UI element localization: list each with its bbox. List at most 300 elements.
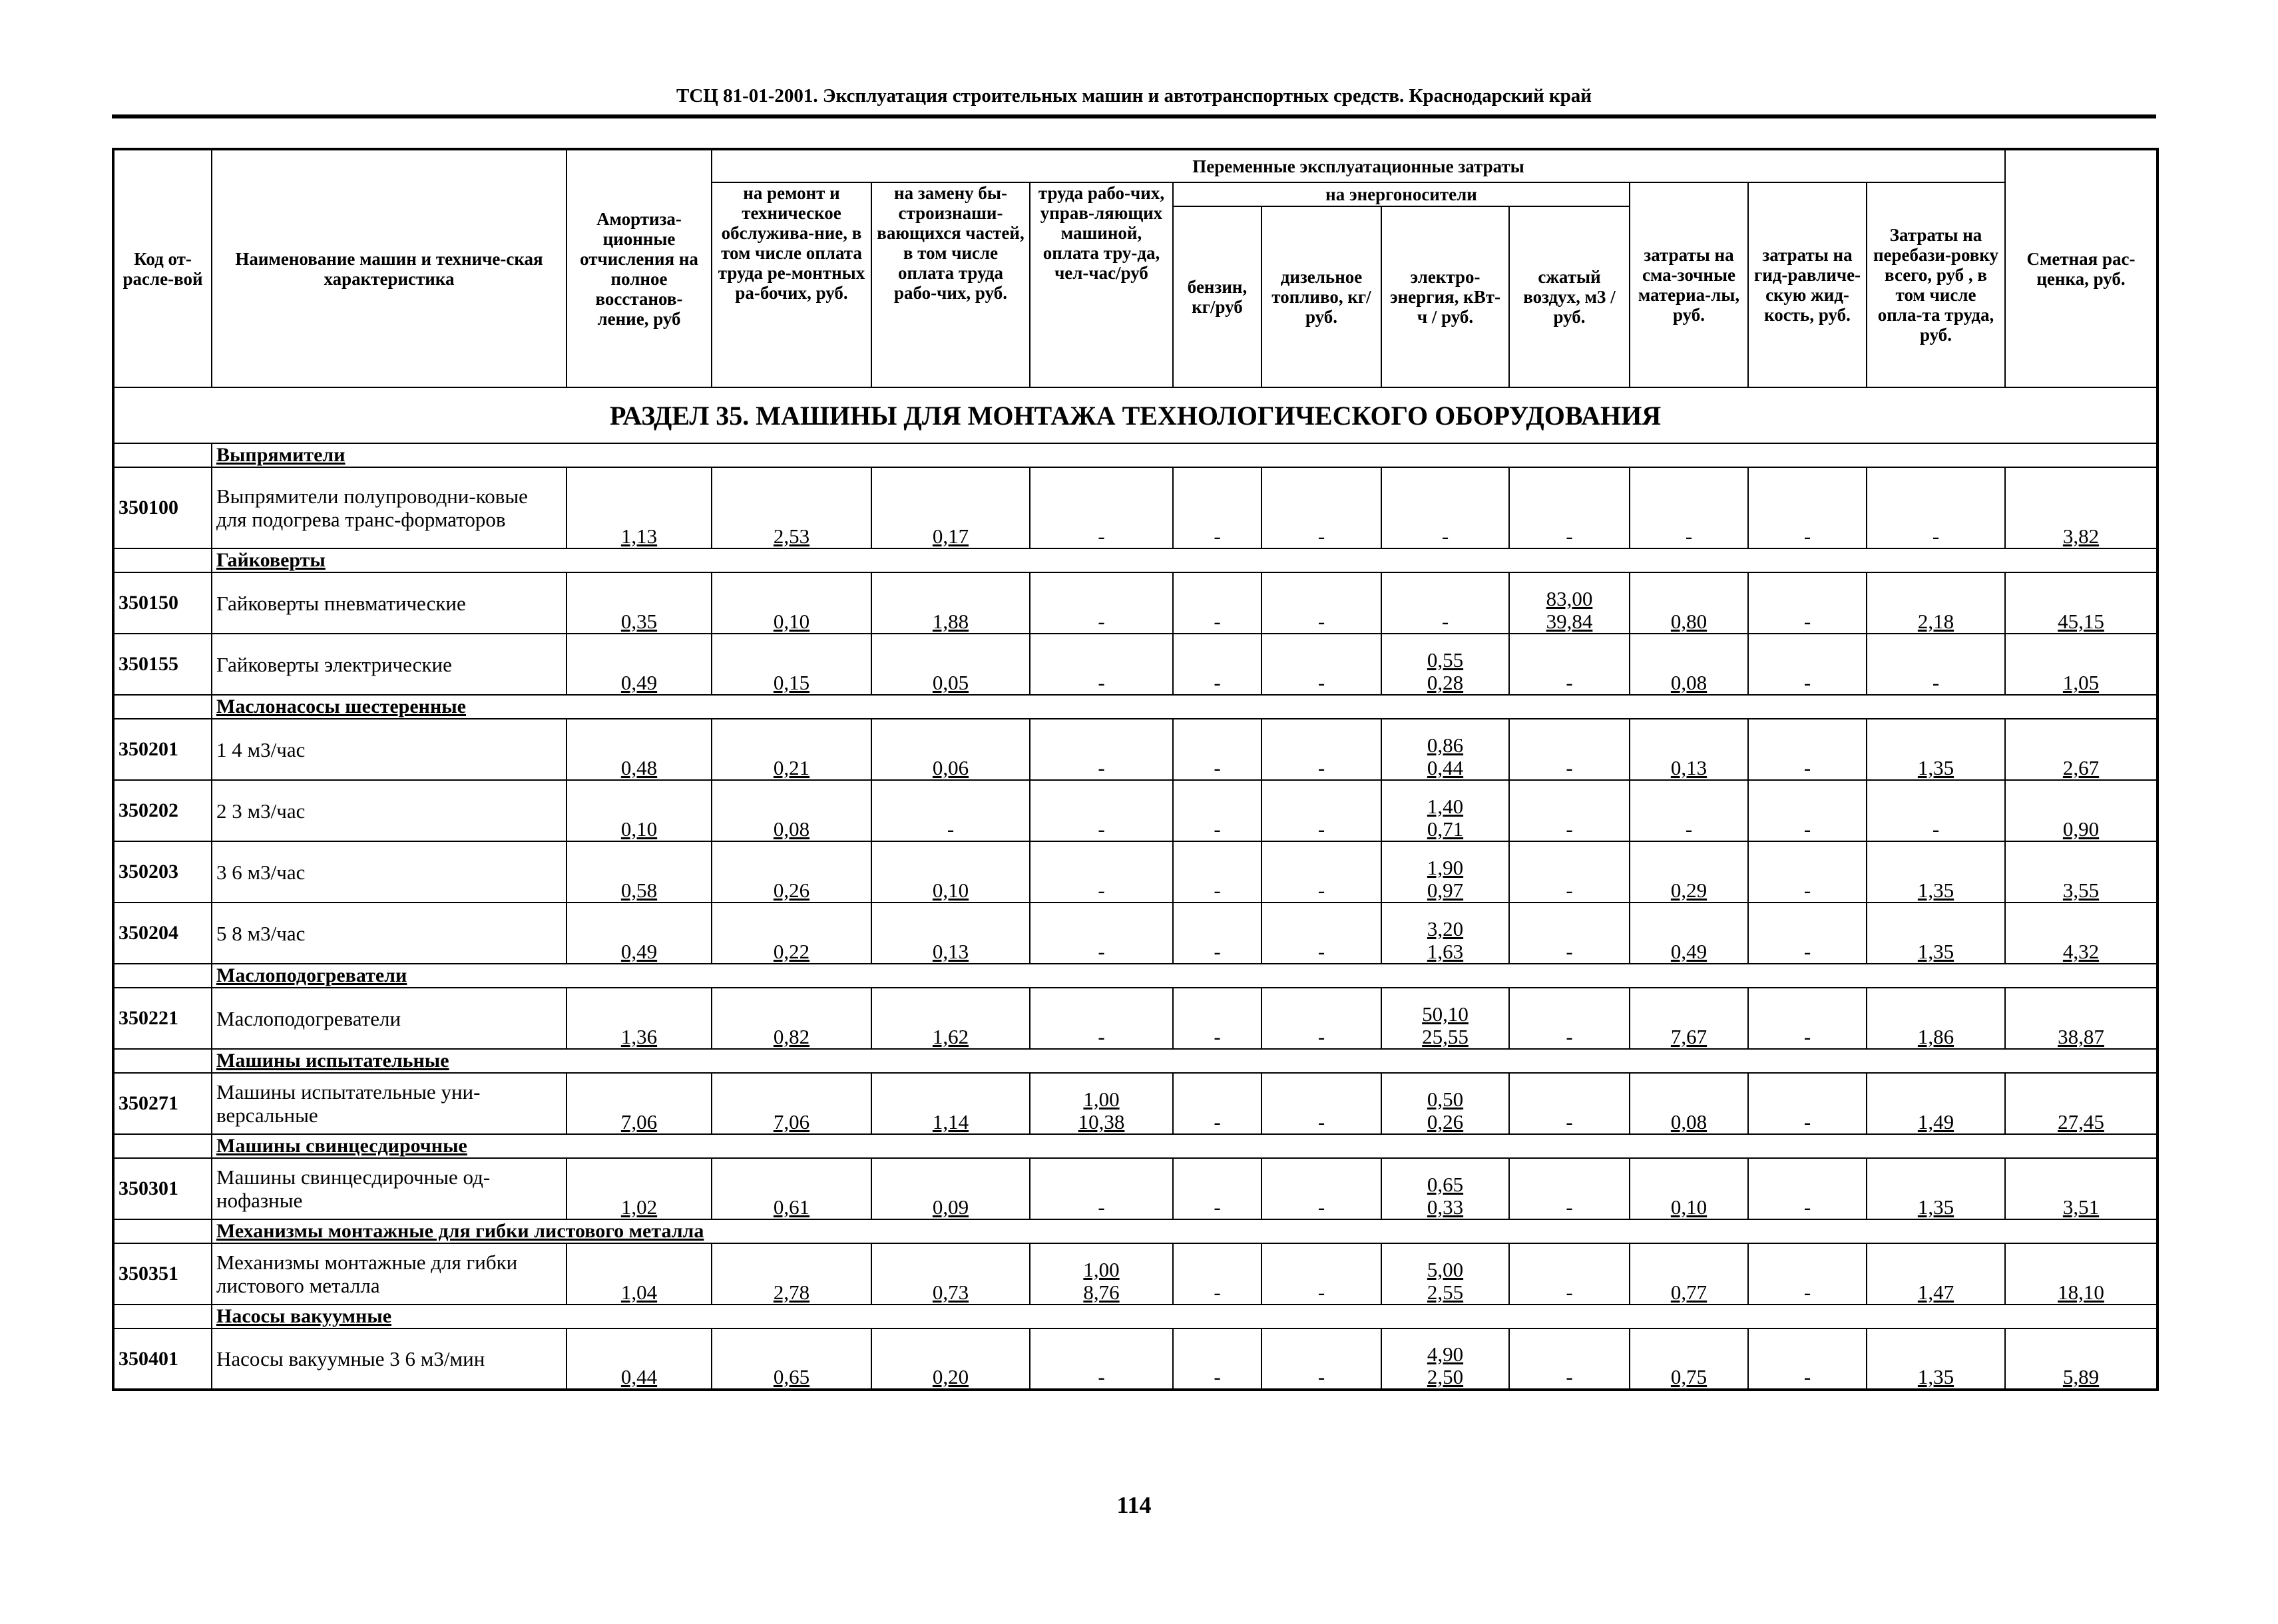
cell-labor: [1030, 719, 1173, 780]
table-row: [113, 634, 2158, 695]
cell-replace: 1,14: [871, 1073, 1030, 1134]
cell-labor-top: 1,00: [1083, 1258, 1120, 1281]
cell-labor-fraction: [1098, 1196, 1104, 1219]
machine-code: 350202: [113, 780, 212, 841]
cell-hydraulic: -: [1748, 572, 1867, 634]
cell-repair: 0,65: [712, 1328, 871, 1390]
cell-labor-fraction: [1098, 757, 1104, 779]
cell-electricity: [1381, 903, 1509, 964]
cell-estimate: 3,51: [2005, 1158, 2158, 1219]
cell-electricity-fraction: [1427, 795, 1463, 841]
group-code-cell: [113, 548, 212, 572]
header-variable-costs: Переменные эксплуатационные затраты: [712, 149, 2005, 182]
machine-code: 350301: [113, 1158, 212, 1219]
cell-repair: 0,82: [712, 988, 871, 1049]
header-code: Код от-расле-вой: [113, 149, 212, 387]
header-lubricants: затраты на сма-зочные материа-лы, руб.: [1630, 182, 1748, 387]
cell-electricity-top: 5,00: [1427, 1258, 1464, 1281]
cell-compressed-air: [1509, 719, 1630, 780]
cell-diesel: -: [1261, 467, 1381, 548]
cell-relocation: 1,47: [1867, 1243, 2005, 1305]
cell-amort: 1,02: [567, 1158, 712, 1219]
cell-petrol: -: [1173, 1158, 1261, 1219]
cell-estimate: 5,89: [2005, 1328, 2158, 1390]
table-row: [113, 1073, 2158, 1134]
cell-labor-bottom: -: [1098, 1365, 1105, 1388]
cell-repair: 0,10: [712, 572, 871, 634]
cell-amort: 7,06: [567, 1073, 712, 1134]
cell-electricity-bottom: 0,97: [1427, 879, 1464, 902]
cell-compressed-air: [1509, 841, 1630, 903]
cell-diesel: -: [1261, 719, 1381, 780]
cell-compressed-air-bottom: -: [1566, 1281, 1573, 1304]
cell-labor-fraction: [1098, 940, 1104, 963]
cell-petrol: -: [1173, 780, 1261, 841]
cell-electricity-fraction: [1442, 525, 1449, 548]
group-row: [113, 1219, 2158, 1243]
cell-labor-fraction: [1098, 1366, 1104, 1388]
cell-electricity-top: 4,90: [1427, 1342, 1464, 1366]
cell-hydraulic: -: [1748, 1073, 1867, 1134]
cell-compressed-air-fraction: [1566, 1366, 1572, 1388]
cell-diesel: -: [1261, 780, 1381, 841]
table-row: [113, 841, 2158, 903]
machine-name: Механизмы монтажные для гибки листового металла: [212, 1243, 567, 1305]
group-row: [113, 695, 2158, 719]
group-title: Машины испытательные: [212, 1049, 2158, 1073]
cell-relocation: 1,86: [1867, 988, 2005, 1049]
cell-electricity: [1381, 1328, 1509, 1390]
group-title: Машины свинцесдирочные: [212, 1134, 2158, 1158]
cell-labor: [1030, 634, 1173, 695]
cell-compressed-air-bottom: -: [1566, 817, 1573, 841]
machine-code: 350401: [113, 1328, 212, 1390]
cell-repair: 0,21: [712, 719, 871, 780]
cell-labor-top: 1,00: [1083, 1088, 1120, 1111]
group-code-cell: [113, 1219, 212, 1243]
cell-electricity-fraction: [1427, 857, 1463, 902]
cell-amort: 1,36: [567, 988, 712, 1049]
cell-relocation: -: [1867, 780, 2005, 841]
cell-amort: 1,13: [567, 467, 712, 548]
cell-hydraulic: -: [1748, 719, 1867, 780]
cell-hydraulic: -: [1748, 1328, 1867, 1390]
header-replacement: на замену бы-строизнаши-вающихся частей, в том числе оплата труда рабо-чих, руб.: [871, 182, 1030, 387]
group-code-cell: [113, 964, 212, 988]
machine-name: Машины свинцесдирочные од-нофазные: [212, 1158, 567, 1219]
table-row: [113, 903, 2158, 964]
cell-petrol: -: [1173, 719, 1261, 780]
machine-name: Насосы вакуумные 3 6 м3/мин: [212, 1328, 567, 1390]
cell-estimate: 45,15: [2005, 572, 2158, 634]
cell-labor-bottom: -: [1098, 1025, 1105, 1048]
section-title: РАЗДЕЛ 35. МАШИНЫ ДЛЯ МОНТАЖА ТЕХНОЛОГИЧЕСКОГО ОБОРУДОВАНИЯ: [113, 387, 2158, 443]
cell-amort: 0,49: [567, 903, 712, 964]
cell-lubricants: 0,75: [1630, 1328, 1748, 1390]
group-title: Маслоподогреватели: [212, 964, 2158, 988]
header-rule: [112, 114, 2156, 118]
machine-name: 1 4 м3/час: [212, 719, 567, 780]
cell-electricity-fraction: [1427, 734, 1463, 779]
group-row: [113, 548, 2158, 572]
cell-compressed-air-top: 83,00: [1546, 587, 1593, 610]
cell-amort: 0,10: [567, 780, 712, 841]
cell-amort: 0,35: [567, 572, 712, 634]
group-title: Насосы вакуумные: [212, 1305, 2158, 1328]
cell-hydraulic: -: [1748, 1243, 1867, 1305]
machine-name: Гайковерты электрические: [212, 634, 567, 695]
group-code-cell: [113, 695, 212, 719]
machine-code: 350351: [113, 1243, 212, 1305]
cell-electricity-top: 3,20: [1427, 917, 1464, 940]
cell-compressed-air-fraction: [1566, 1111, 1572, 1133]
header-diesel: дизельное топливо, кг/руб.: [1261, 206, 1381, 387]
group-code-cell: [113, 1049, 212, 1073]
cell-compressed-air-fraction: [1566, 818, 1572, 841]
cell-compressed-air-fraction: [1566, 757, 1572, 779]
cell-hydraulic: -: [1748, 780, 1867, 841]
cell-amort: 1,04: [567, 1243, 712, 1305]
cell-repair: 0,08: [712, 780, 871, 841]
cell-labor-bottom: -: [1098, 756, 1105, 779]
cell-replace: 0,05: [871, 634, 1030, 695]
cell-replace: 0,10: [871, 841, 1030, 903]
cell-compressed-air-bottom: -: [1566, 940, 1573, 963]
cell-compressed-air: [1509, 572, 1630, 634]
cell-compressed-air: [1509, 1243, 1630, 1305]
machine-name: 2 3 м3/час: [212, 780, 567, 841]
cell-relocation: 1,35: [1867, 1328, 2005, 1390]
cell-lubricants: 0,08: [1630, 634, 1748, 695]
cell-petrol: -: [1173, 1243, 1261, 1305]
machine-code: 350150: [113, 572, 212, 634]
table-row: [113, 1158, 2158, 1219]
machine-name: Выпрямители полупроводни-ковые для подогрева транс-форматоров: [212, 467, 567, 548]
group-title: Маслонасосы шестеренные: [212, 695, 2158, 719]
cell-electricity: [1381, 1243, 1509, 1305]
cell-labor-fraction: [1098, 525, 1104, 548]
table-row: [113, 988, 2158, 1049]
cell-diesel: -: [1261, 1328, 1381, 1390]
cell-amort: 0,58: [567, 841, 712, 903]
cell-relocation: -: [1867, 634, 2005, 695]
cell-estimate: 1,05: [2005, 634, 2158, 695]
cell-electricity-top: 1,40: [1427, 795, 1464, 818]
cell-electricity-top: 0,55: [1427, 648, 1464, 672]
cell-labor-fraction: [1098, 610, 1104, 633]
group-title: Механизмы монтажные для гибки листового металла: [212, 1219, 2158, 1243]
machine-code: 350271: [113, 1073, 212, 1134]
cell-electricity-fraction: [1427, 649, 1463, 694]
header-hydraulic: затраты на гид-равличе-скую жид-кость, руб.: [1748, 182, 1867, 387]
running-header: ТСЦ 81-01-2001. Эксплуатация строительных машин и автотранспортных средств. Краснодарский край: [676, 85, 1592, 106]
group-code-cell: [113, 1305, 212, 1328]
cell-relocation: 1,35: [1867, 1158, 2005, 1219]
table-row: [113, 719, 2158, 780]
cell-compressed-air: [1509, 1158, 1630, 1219]
cell-petrol: -: [1173, 903, 1261, 964]
price-table: [112, 148, 2159, 1391]
cell-estimate: 0,90: [2005, 780, 2158, 841]
cell-labor: [1030, 1328, 1173, 1390]
cell-electricity-bottom: 25,55: [1422, 1025, 1469, 1048]
cell-electricity-bottom: 2,55: [1427, 1281, 1464, 1304]
cell-petrol: -: [1173, 634, 1261, 695]
cell-repair: 2,53: [712, 467, 871, 548]
cell-labor-bottom: 8,76: [1083, 1281, 1120, 1304]
cell-labor: [1030, 467, 1173, 548]
cell-compressed-air: [1509, 780, 1630, 841]
cell-estimate: 4,32: [2005, 903, 2158, 964]
machine-name: Маслоподогреватели: [212, 988, 567, 1049]
cell-labor-bottom: -: [1098, 671, 1105, 694]
cell-compressed-air-bottom: -: [1566, 1195, 1573, 1219]
cell-estimate: 38,87: [2005, 988, 2158, 1049]
cell-lubricants: 0,10: [1630, 1158, 1748, 1219]
header-estimate: Сметная рас-ценка, руб.: [2005, 149, 2158, 387]
cell-electricity: [1381, 1158, 1509, 1219]
header-petrol: бензин, кг/руб: [1173, 206, 1261, 387]
header-compressed-air: сжатый воздух, м3 / руб.: [1509, 206, 1630, 387]
cell-electricity-top: 50,10: [1422, 1002, 1469, 1026]
cell-diesel: -: [1261, 1073, 1381, 1134]
cell-estimate: 3,82: [2005, 467, 2158, 548]
cell-labor-fraction: [1098, 672, 1104, 694]
cell-compressed-air-fraction: [1566, 672, 1572, 694]
cell-labor: [1030, 780, 1173, 841]
cell-electricity-bottom: 0,26: [1427, 1110, 1464, 1133]
cell-labor: [1030, 841, 1173, 903]
group-title: Гайковерты: [212, 548, 2158, 572]
cell-replace: 0,20: [871, 1328, 1030, 1390]
cell-lubricants: -: [1630, 467, 1748, 548]
cell-compressed-air-bottom: 39,84: [1546, 610, 1593, 633]
cell-labor: [1030, 988, 1173, 1049]
cell-labor: [1030, 1243, 1173, 1305]
cell-electricity-top: 1,90: [1427, 856, 1464, 879]
cell-electricity-fraction: [1427, 918, 1463, 963]
cell-diesel: -: [1261, 988, 1381, 1049]
cell-compressed-air-fraction: [1566, 1196, 1572, 1219]
cell-petrol: -: [1173, 1328, 1261, 1390]
group-title: Выпрямители: [212, 443, 2158, 467]
cell-estimate: 18,10: [2005, 1243, 2158, 1305]
cell-electricity-bottom: -: [1441, 610, 1449, 633]
cell-electricity: [1381, 988, 1509, 1049]
cell-electricity-top: 0,86: [1427, 733, 1464, 757]
cell-amort: 0,49: [567, 634, 712, 695]
cell-electricity: [1381, 719, 1509, 780]
cell-electricity-bottom: 1,63: [1427, 940, 1464, 963]
cell-replace: 0,73: [871, 1243, 1030, 1305]
cell-compressed-air-fraction: [1546, 588, 1593, 633]
cell-lubricants: 0,29: [1630, 841, 1748, 903]
cell-lubricants: 0,77: [1630, 1243, 1748, 1305]
cell-compressed-air-bottom: -: [1566, 1365, 1573, 1388]
cell-estimate: 3,55: [2005, 841, 2158, 903]
machine-code: 350204: [113, 903, 212, 964]
cell-diesel: -: [1261, 634, 1381, 695]
cell-compressed-air-fraction: [1566, 1281, 1572, 1304]
cell-labor-fraction: [1083, 1259, 1119, 1304]
cell-compressed-air-bottom: -: [1566, 879, 1573, 902]
cell-amort: 0,48: [567, 719, 712, 780]
cell-electricity-bottom: -: [1441, 524, 1449, 548]
cell-lubricants: -: [1630, 780, 1748, 841]
cell-electricity-fraction: [1422, 1003, 1469, 1048]
cell-electricity-bottom: 0,44: [1427, 756, 1464, 779]
cell-labor: [1030, 572, 1173, 634]
cell-lubricants: 0,80: [1630, 572, 1748, 634]
machine-code: 350221: [113, 988, 212, 1049]
cell-replace: 0,17: [871, 467, 1030, 548]
cell-relocation: 1,35: [1867, 719, 2005, 780]
cell-diesel: -: [1261, 903, 1381, 964]
cell-electricity-top: 0,65: [1427, 1173, 1464, 1196]
cell-lubricants: 7,67: [1630, 988, 1748, 1049]
cell-compressed-air: [1509, 467, 1630, 548]
cell-petrol: -: [1173, 572, 1261, 634]
cell-lubricants: 0,49: [1630, 903, 1748, 964]
header-energy: на энергоносители: [1173, 182, 1630, 206]
cell-repair: 0,26: [712, 841, 871, 903]
cell-compressed-air-bottom: -: [1566, 1110, 1573, 1133]
cell-electricity-fraction: [1442, 610, 1449, 633]
cell-replace: 0,09: [871, 1158, 1030, 1219]
cell-labor-bottom: -: [1098, 610, 1105, 633]
cell-petrol: -: [1173, 1073, 1261, 1134]
group-row: [113, 1049, 2158, 1073]
cell-amort: 0,44: [567, 1328, 712, 1390]
cell-compressed-air-fraction: [1566, 525, 1572, 548]
cell-compressed-air-bottom: -: [1566, 1025, 1573, 1048]
cell-relocation: 1,49: [1867, 1073, 2005, 1134]
header-amortization: Амортиза-ционные отчисления на полное восстанов-ление, руб: [567, 149, 712, 387]
cell-replace: 1,62: [871, 988, 1030, 1049]
cell-electricity-top: 0,50: [1427, 1088, 1464, 1111]
cell-compressed-air: [1509, 634, 1630, 695]
cell-labor-bottom: 10,38: [1078, 1110, 1125, 1133]
cell-labor: [1030, 1158, 1173, 1219]
cell-electricity-bottom: 2,50: [1427, 1365, 1464, 1388]
cell-hydraulic: -: [1748, 841, 1867, 903]
cell-electricity: [1381, 780, 1509, 841]
cell-compressed-air-fraction: [1566, 1026, 1572, 1048]
cell-petrol: -: [1173, 988, 1261, 1049]
machine-name: 5 8 м3/час: [212, 903, 567, 964]
cell-hydraulic: -: [1748, 634, 1867, 695]
cell-electricity: [1381, 634, 1509, 695]
cell-electricity-bottom: 0,33: [1427, 1195, 1464, 1219]
cell-lubricants: 0,13: [1630, 719, 1748, 780]
cell-compressed-air-bottom: -: [1566, 671, 1573, 694]
cell-relocation: -: [1867, 467, 2005, 548]
header-name: Наименование машин и техниче-ская характеристика: [212, 149, 567, 387]
cell-petrol: -: [1173, 841, 1261, 903]
group-row: [113, 443, 2158, 467]
table-row: [113, 1243, 2158, 1305]
machine-name: Гайковерты пневматические: [212, 572, 567, 634]
cell-compressed-air-fraction: [1566, 940, 1572, 963]
cell-compressed-air: [1509, 903, 1630, 964]
cell-compressed-air-bottom: -: [1566, 524, 1573, 548]
cell-labor-bottom: -: [1098, 1195, 1105, 1219]
machine-code: 350201: [113, 719, 212, 780]
group-code-cell: [113, 443, 212, 467]
cell-labor-fraction: [1098, 818, 1104, 841]
cell-electricity-fraction: [1427, 1259, 1463, 1304]
cell-labor: [1030, 903, 1173, 964]
cell-estimate: 2,67: [2005, 719, 2158, 780]
cell-electricity: [1381, 841, 1509, 903]
cell-electricity-fraction: [1427, 1088, 1463, 1133]
machine-name: Машины испытательные уни-версальные: [212, 1073, 567, 1134]
group-row: [113, 964, 2158, 988]
group-row: [113, 1305, 2158, 1328]
cell-electricity-fraction: [1427, 1343, 1463, 1388]
cell-diesel: -: [1261, 572, 1381, 634]
cell-electricity: [1381, 572, 1509, 634]
cell-replace: 1,88: [871, 572, 1030, 634]
cell-relocation: 1,35: [1867, 903, 2005, 964]
machine-code: 350203: [113, 841, 212, 903]
table-row: [113, 572, 2158, 634]
header-electricity: электро-энергия, кВт-ч / руб.: [1381, 206, 1509, 387]
cell-labor-bottom: -: [1098, 879, 1105, 902]
cell-electricity-bottom: 0,71: [1427, 817, 1464, 841]
cell-labor-fraction: [1078, 1088, 1125, 1133]
cell-repair: 2,78: [712, 1243, 871, 1305]
cell-repair: 7,06: [712, 1073, 871, 1134]
cell-diesel: -: [1261, 1243, 1381, 1305]
header-relocation: Затраты на перебази-ровку всего, руб , в том числе опла-та труда, руб.: [1867, 182, 2005, 387]
cell-relocation: 1,35: [1867, 841, 2005, 903]
cell-repair: 0,61: [712, 1158, 871, 1219]
cell-hydraulic: -: [1748, 988, 1867, 1049]
cell-lubricants: 0,08: [1630, 1073, 1748, 1134]
cell-labor-bottom: -: [1098, 940, 1105, 963]
cell-compressed-air: [1509, 1328, 1630, 1390]
cell-electricity: [1381, 467, 1509, 548]
table-row: [113, 467, 2158, 548]
group-row: [113, 1134, 2158, 1158]
cell-labor-bottom: -: [1098, 817, 1105, 841]
table-row: [113, 780, 2158, 841]
cell-hydraulic: -: [1748, 467, 1867, 548]
cell-repair: 0,15: [712, 634, 871, 695]
table-row: [113, 1328, 2158, 1390]
header-repair: на ремонт и техническое обслужива-ние, в том числе оплата труда ре-монтных ра-бочих, руб.: [712, 182, 871, 387]
cell-replace: -: [871, 780, 1030, 841]
group-code-cell: [113, 1134, 212, 1158]
cell-petrol: -: [1173, 467, 1261, 548]
header-labor: труда рабо-чих, управ-ляющих машиной, оплата тру-да, чел-час/руб: [1030, 182, 1173, 387]
cell-labor: [1030, 1073, 1173, 1134]
machine-code: 350100: [113, 467, 212, 548]
cell-labor-bottom: -: [1098, 524, 1105, 548]
page-number: 114: [1116, 1492, 1152, 1518]
cell-electricity-bottom: 0,28: [1427, 671, 1464, 694]
cell-labor-fraction: [1098, 879, 1104, 902]
cell-compressed-air: [1509, 988, 1630, 1049]
cell-estimate: 27,45: [2005, 1073, 2158, 1134]
cell-diesel: -: [1261, 841, 1381, 903]
cell-diesel: -: [1261, 1158, 1381, 1219]
cell-compressed-air: [1509, 1073, 1630, 1134]
cell-hydraulic: -: [1748, 1158, 1867, 1219]
cell-compressed-air-bottom: -: [1566, 756, 1573, 779]
cell-electricity-fraction: [1427, 1173, 1463, 1219]
